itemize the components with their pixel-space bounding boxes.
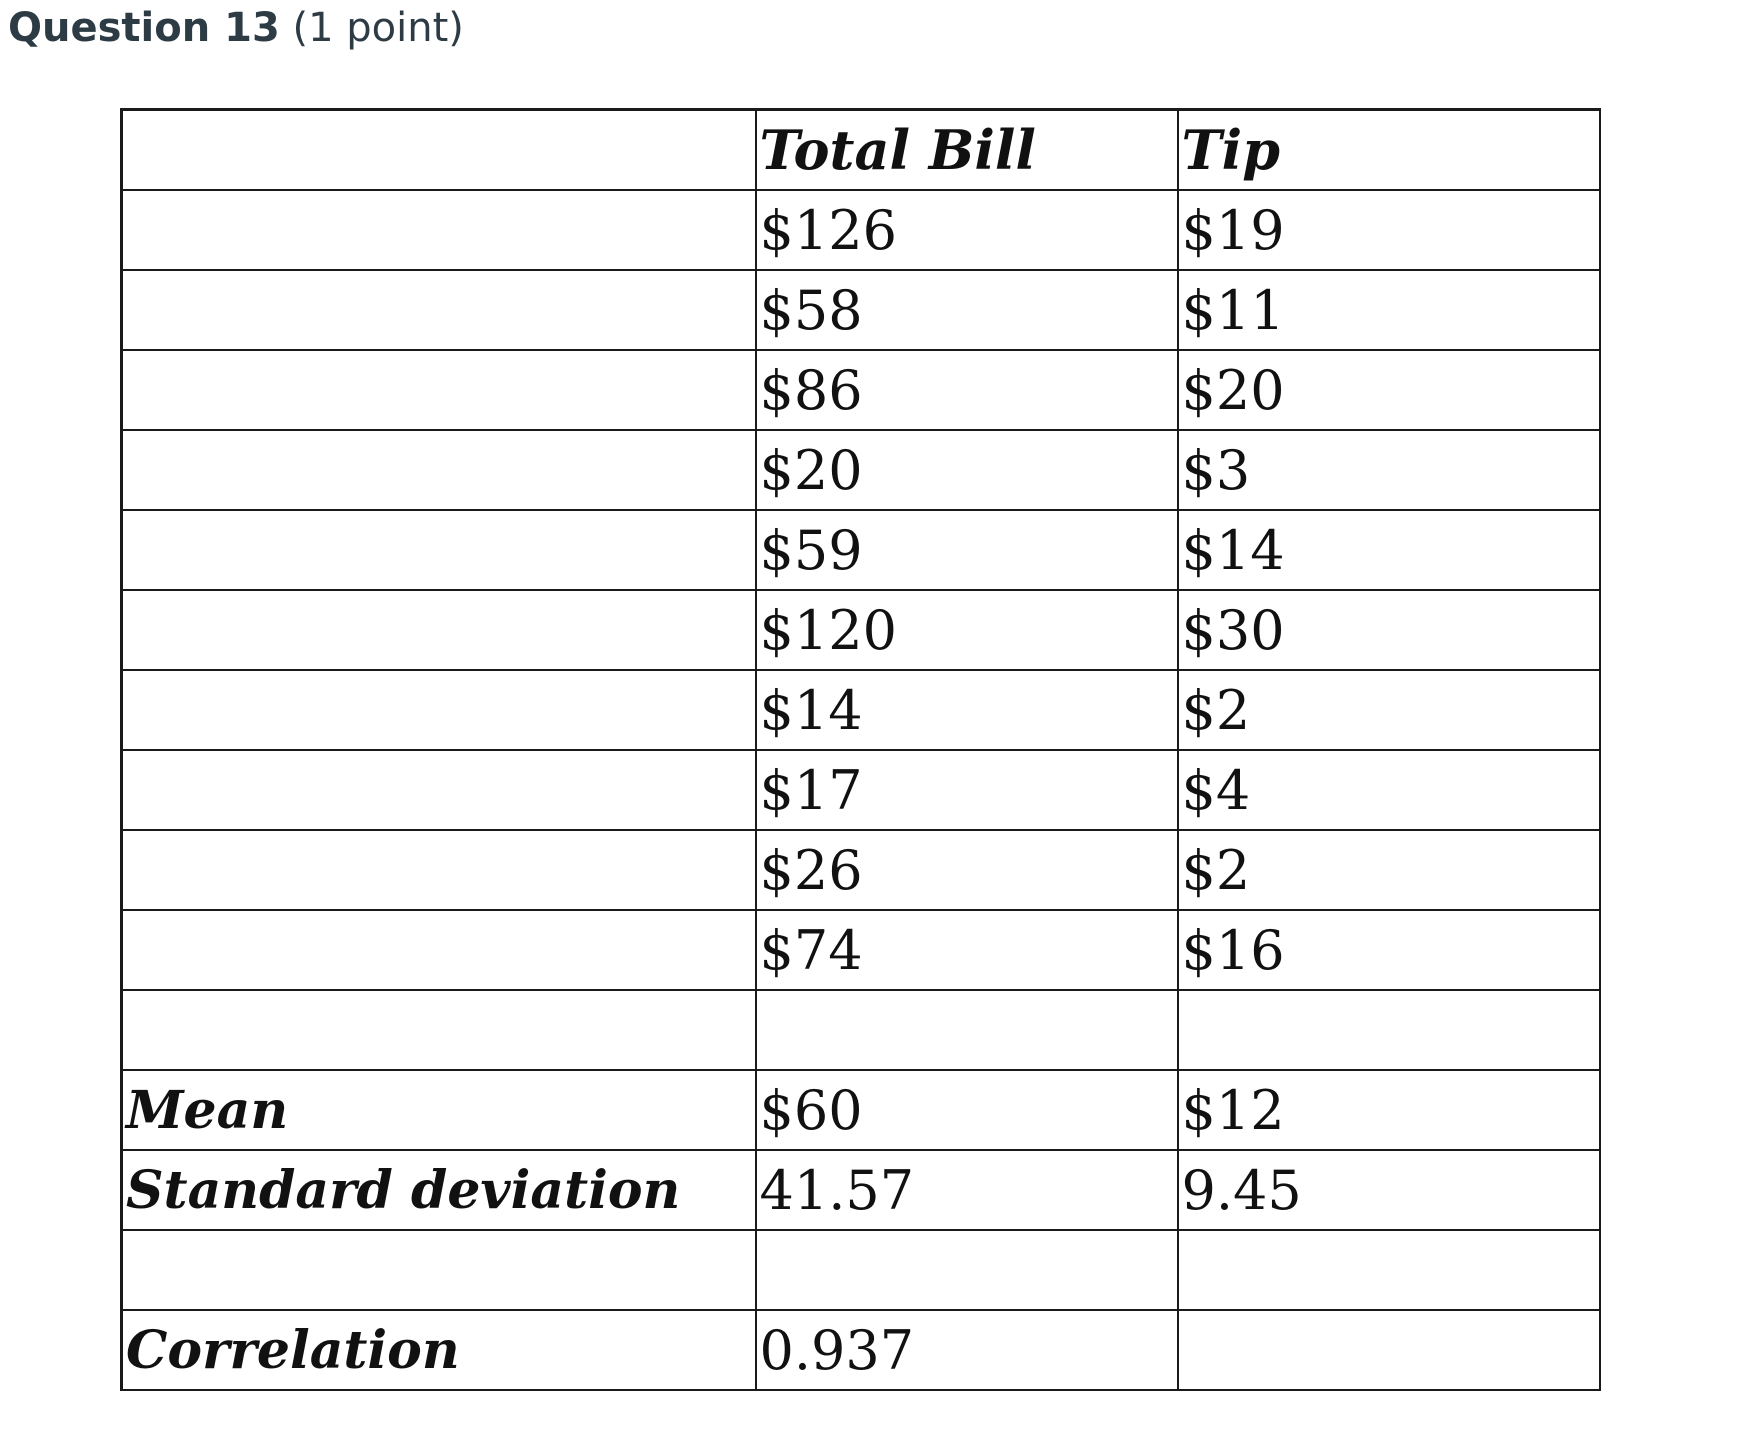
table-row: [122, 510, 1600, 590]
total-bill-cell: $59: [756, 510, 1178, 590]
row-label-cell: [122, 430, 756, 510]
total-bill-cell: $126: [756, 190, 1178, 270]
row-label-cell: [122, 270, 756, 350]
correlation-tip-cell: [1178, 1310, 1600, 1390]
tip-cell: $3: [1178, 430, 1600, 510]
total-bill-cell: $86: [756, 350, 1178, 430]
tip-cell: [1178, 1230, 1600, 1310]
header-total-bill: Total Bill: [756, 110, 1178, 191]
total-bill-cell: $20: [756, 430, 1178, 510]
table-row: [122, 830, 1600, 910]
table-row: [122, 270, 1600, 350]
mean-total-bill: $60: [756, 1070, 1178, 1150]
row-label-cell: [122, 830, 756, 910]
table-row: [122, 190, 1600, 270]
correlation-row: [122, 1310, 1600, 1390]
mean-row: [122, 1070, 1600, 1150]
row-label-cell: [122, 190, 756, 270]
std-dev-label: Standard deviation: [122, 1150, 756, 1230]
question-header: [8, 2, 464, 54]
table-row: [122, 670, 1600, 750]
data-table-container: [120, 108, 1598, 1391]
table-row: [122, 750, 1600, 830]
row-label-cell: [122, 910, 756, 990]
mean-label: Mean: [122, 1070, 756, 1150]
correlation-value: 0.937: [756, 1310, 1178, 1390]
header-tip: Tip: [1178, 110, 1600, 191]
table-row: [122, 590, 1600, 670]
total-bill-cell: $17: [756, 750, 1178, 830]
total-bill-cell: [756, 990, 1178, 1070]
table-row-empty: [122, 990, 1600, 1070]
header-cell-empty: [122, 110, 756, 191]
tip-cell: $2: [1178, 670, 1600, 750]
tip-cell: $20: [1178, 350, 1600, 430]
tip-cell: $11: [1178, 270, 1600, 350]
std-dev-total-bill: 41.57: [756, 1150, 1178, 1230]
table-row-empty: [122, 1230, 1600, 1310]
total-bill-cell: $120: [756, 590, 1178, 670]
data-table: [120, 108, 1601, 1391]
correlation-label: Correlation: [122, 1310, 756, 1390]
tip-cell: $19: [1178, 190, 1600, 270]
table-row: [122, 350, 1600, 430]
question-points: (1 point): [292, 5, 464, 51]
std-dev-tip: 9.45: [1178, 1150, 1600, 1230]
total-bill-cell: $74: [756, 910, 1178, 990]
row-label-cell: [122, 510, 756, 590]
total-bill-cell: $14: [756, 670, 1178, 750]
total-bill-cell: [756, 1230, 1178, 1310]
tip-cell: [1178, 990, 1600, 1070]
table-row: [122, 910, 1600, 990]
question-title: Question 13: [8, 5, 280, 51]
tip-cell: $30: [1178, 590, 1600, 670]
table-row: [122, 430, 1600, 510]
row-label-cell: [122, 1230, 756, 1310]
tip-cell: $16: [1178, 910, 1600, 990]
row-label-cell: [122, 590, 756, 670]
table-header-row: [122, 110, 1600, 191]
row-label-cell: [122, 670, 756, 750]
total-bill-cell: $26: [756, 830, 1178, 910]
std-dev-row: [122, 1150, 1600, 1230]
tip-cell: $4: [1178, 750, 1600, 830]
tip-cell: $14: [1178, 510, 1600, 590]
row-label-cell: [122, 990, 756, 1070]
row-label-cell: [122, 750, 756, 830]
row-label-cell: [122, 350, 756, 430]
mean-tip: $12: [1178, 1070, 1600, 1150]
tip-cell: $2: [1178, 830, 1600, 910]
total-bill-cell: $58: [756, 270, 1178, 350]
